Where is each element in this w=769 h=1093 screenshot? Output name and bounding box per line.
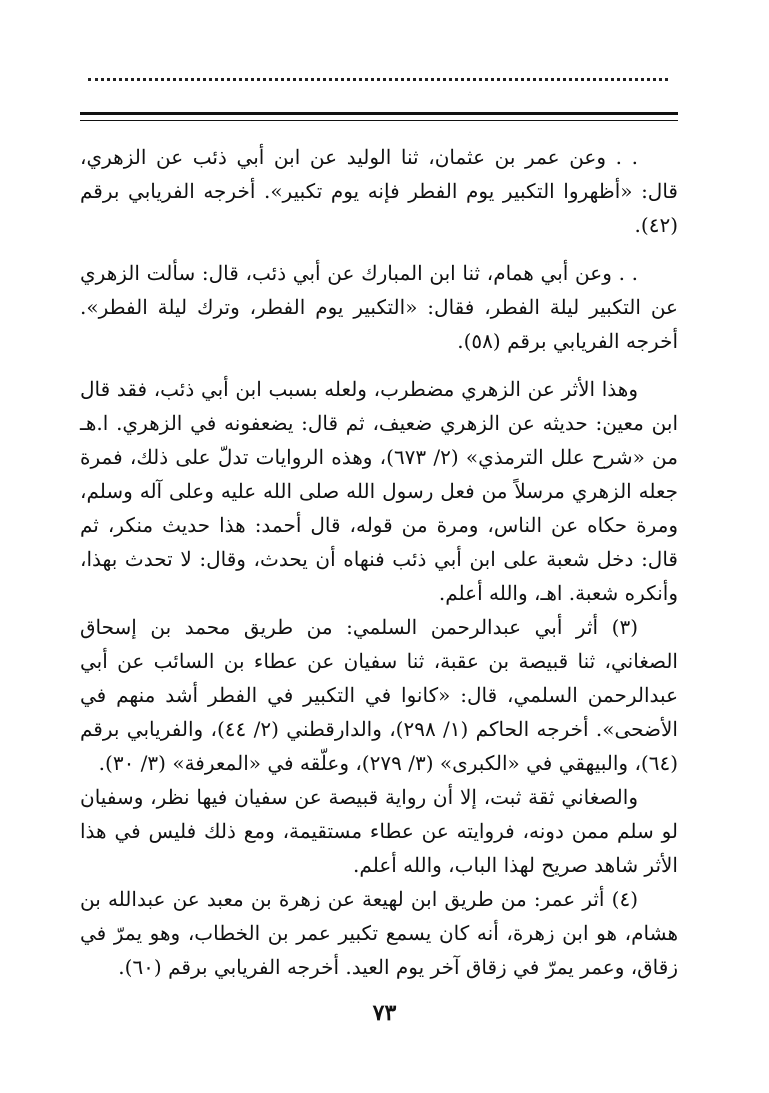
- main-text: [80, 140, 678, 984]
- paragraph-6: (٤) أثر عمر: من طريق ابن لهيعة عن زهرة بن معبد عن عبدالله بن هشام، هو ابن زهرة، أنه كان يسمع تكبير عمر بن الخطاب، وهو يمرّ في زقاق، وعمر يمرّ في زقاق آخر يوم العيد. أخرجه الفريابي برقم (٦٠).: [80, 887, 678, 979]
- dotted-header-line: [88, 78, 668, 83]
- paragraph-2: . . وعن أبي همام، ثنا ابن المبارك عن أبي ذئب، قال: سألت الزهري عن التكبير ليلة الفطر، فقال: «التكبير يوم الفطر، وترك ليلة الفطر». أخرجه الفريابي برقم (٥٨).: [80, 261, 678, 353]
- header-rule-thin: [80, 120, 678, 121]
- header-rule-thick: [80, 112, 678, 115]
- paragraph-1: . . وعن عمر بن عثمان، ثنا الوليد عن ابن أبي ذئب عن الزهري، قال: «أظهروا التكبير يوم الفطر فإنه يوم تكبير». أخرجه الفريابي برقم (٤٢).: [80, 145, 678, 237]
- paragraph-5: والصغاني ثقة ثبت، إلا أن رواية قبيصة عن سفيان فيها نظر، وسفيان لو سلم ممن دونه، فروايته عن عطاء مستقيمة، ومع ذلك فليس في هذا الأثر شاهد صريح لهذا الباب، والله أعلم.: [80, 785, 678, 877]
- paragraph-4: (٣) أثر أبي عبدالرحمن السلمي: من طريق محمد بن إسحاق الصغاني، ثنا قبيصة بن عقبة، ثنا سفيان عن عطاء بن السائب عن أبي عبدالرحمن السلمي، قال: «كانوا في التكبير في الفطر أشد منهم في الأضحى». أخرجه الحاكم (١/ ٢٩٨)، والدارقطني (٢/ ٤٤)، والفريابي برقم (٦٤)، والبيهقي في «الكبرى» (٣/ ٢٧٩)، وعلّقه في «المعرفة» (٣/ ٣٠).: [80, 615, 678, 775]
- page-number: ٧٣: [372, 1000, 397, 1026]
- paragraph-3: وهذا الأثر عن الزهري مضطرب، ولعله بسبب ابن أبي ذئب، فقد قال ابن معين: حديثه عن الزهري ضعيف، ثم قال: يضعفونه في الزهري. ا.هـ من «شرح علل الترمذي» (٢/ ٦٧٣)، وهذه الروايات تدلّ على ذلك، فمرة جعله الزهري مرسلاً من فعل رسول الله صلى الله عليه وعلى آله وسلم، ومرة حكاه عن الناس، ومرة من قوله، قال أحمد: هذا حديث منكر، ثم قال: دخل شعبة على ابن أبي ذئب فنهاه أن يحدث، وقال: لا تحدث بهذا، وأنكره شعبة. اهـ، والله أعلم.: [80, 377, 679, 605]
